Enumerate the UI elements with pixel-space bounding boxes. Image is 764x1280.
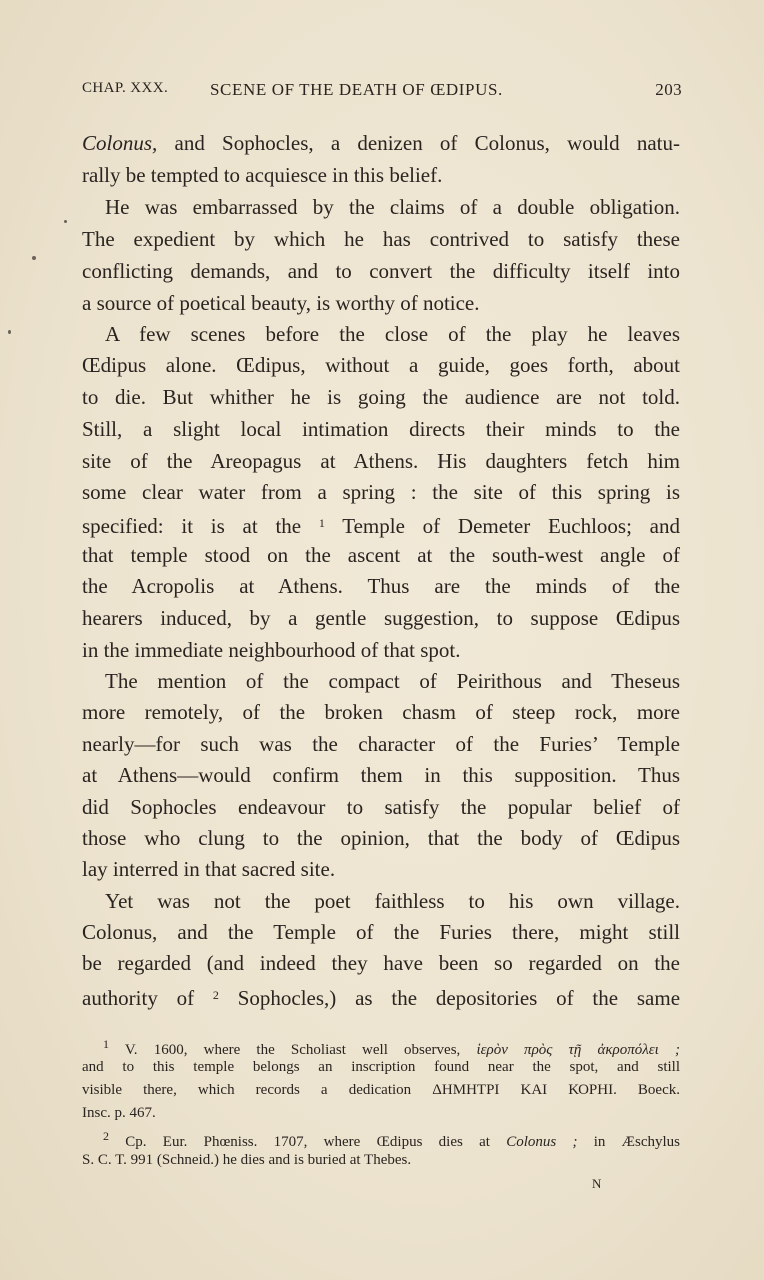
footnote-ref-1: 1 xyxy=(318,516,325,530)
text-line xyxy=(82,508,680,538)
footnote-number: 2 xyxy=(103,1129,109,1143)
text-line: Colonus, and the Temple of the Furies there, might still xyxy=(82,920,680,944)
footnote-line: and to this temple belongs an inscription found near the spot, and still xyxy=(82,1059,680,1075)
text-line: site of the Areopagus at Athens. His daughters fetch him xyxy=(82,449,680,473)
running-header xyxy=(82,80,682,104)
text-line: be regarded (and indeed they have been so regarded on the xyxy=(82,951,680,975)
page-title: SCENE OF THE DEATH OF ŒDIPUS. xyxy=(210,80,503,99)
footnote-line xyxy=(103,1125,680,1150)
text-line: Œdipus alone. Œdipus, without a guide, goes forth, about xyxy=(82,353,680,377)
footnote-line: Insc. p. 467. xyxy=(82,1105,156,1121)
line-text: and Sophocles, a denizen of Colonus, would natu- xyxy=(157,131,680,155)
footnote-line xyxy=(103,1033,681,1058)
footnote-number: 1 xyxy=(103,1037,109,1051)
text-line: The mention of the compact of Peirithous and Theseus xyxy=(105,669,680,693)
text-line: Yet was not the poet faithless to his own village. xyxy=(105,889,680,913)
footnote-text: Cp. Eur. Phœniss. 1707, where Œdipus dies at xyxy=(109,1134,507,1150)
text-line: He was embarrassed by the claims of a double obligation. xyxy=(105,195,680,219)
text-line: Still, a slight local intimation directs their minds to the xyxy=(82,417,680,441)
line-text: authority of xyxy=(82,986,213,1010)
text-line xyxy=(82,980,680,1010)
line-text: specified: it is at the xyxy=(82,514,319,538)
footnote-line: S. C. T. 991 (Schneid.) he dies and is buried at Thebes. xyxy=(82,1152,412,1168)
footnote-text: V. 1600, where the Scholiast well observes, xyxy=(109,1042,477,1058)
italic-word: Colonus, xyxy=(82,131,158,155)
text-line: those who clung to the opinion, that the body of Œdipus xyxy=(82,826,680,850)
chapter-label: CHAP. XXX. xyxy=(82,80,169,96)
text-line: hearers induced, by a gentle suggestion, to suppose Œdipus xyxy=(82,606,680,630)
ink-speck xyxy=(64,220,67,223)
text-line: lay interred in that sacred site. xyxy=(82,857,336,881)
line-text: Temple of Demeter Euchloos; and xyxy=(324,514,681,538)
text-line: did Sophocles endeavour to satisfy the popular belief of xyxy=(82,795,680,819)
greek-text: ἱερὸν πρὸς τῇ ἀκροπόλει ; xyxy=(476,1042,681,1058)
text-line: to die. But whither he is going the audience are not told. xyxy=(82,385,680,409)
text-line: some clear water from a spring : the site of this spring is xyxy=(82,480,680,504)
text-line: the Acropolis at Athens. Thus are the minds of the xyxy=(82,574,680,598)
text-line: more remotely, of the broken chasm of steep rock, more xyxy=(82,700,680,724)
line-text: Sophocles,) as the depositories of the same xyxy=(218,986,681,1010)
text-line: The expedient by which he has contrived to satisfy these xyxy=(82,227,680,251)
footnote-text: in Æschylus xyxy=(577,1134,680,1150)
italic-word: Colonus ; xyxy=(506,1134,578,1150)
footnote-line: visible there, which records a dedication ΔΗΜΗΤΡΙ ΚΑΙ ΚΟΡΗΙ. Boeck. xyxy=(82,1082,680,1098)
text-line: in the immediate neighbourhood of that spot. xyxy=(82,638,461,662)
text-line: that temple stood on the ascent at the south-west angle of xyxy=(82,543,680,567)
ink-speck xyxy=(8,330,11,334)
text-line: nearly—for such was the character of the Furies’ Temple xyxy=(82,732,680,756)
signature-mark: N xyxy=(592,1176,602,1191)
text-line xyxy=(82,128,680,158)
page-number: 203 xyxy=(655,80,682,99)
text-line: a source of poetical beauty, is worthy of notice. xyxy=(82,291,480,315)
text-line: A few scenes before the close of the play he leaves xyxy=(105,322,680,346)
ink-speck xyxy=(32,256,36,260)
text-line: rally be tempted to acquiesce in this belief. xyxy=(82,163,443,187)
footnote-ref-2: 2 xyxy=(212,988,219,1002)
text-line: at Athens—would confirm them in this supposition. Thus xyxy=(82,763,680,787)
text-line: conflicting demands, and to convert the difficulty itself into xyxy=(82,259,680,283)
